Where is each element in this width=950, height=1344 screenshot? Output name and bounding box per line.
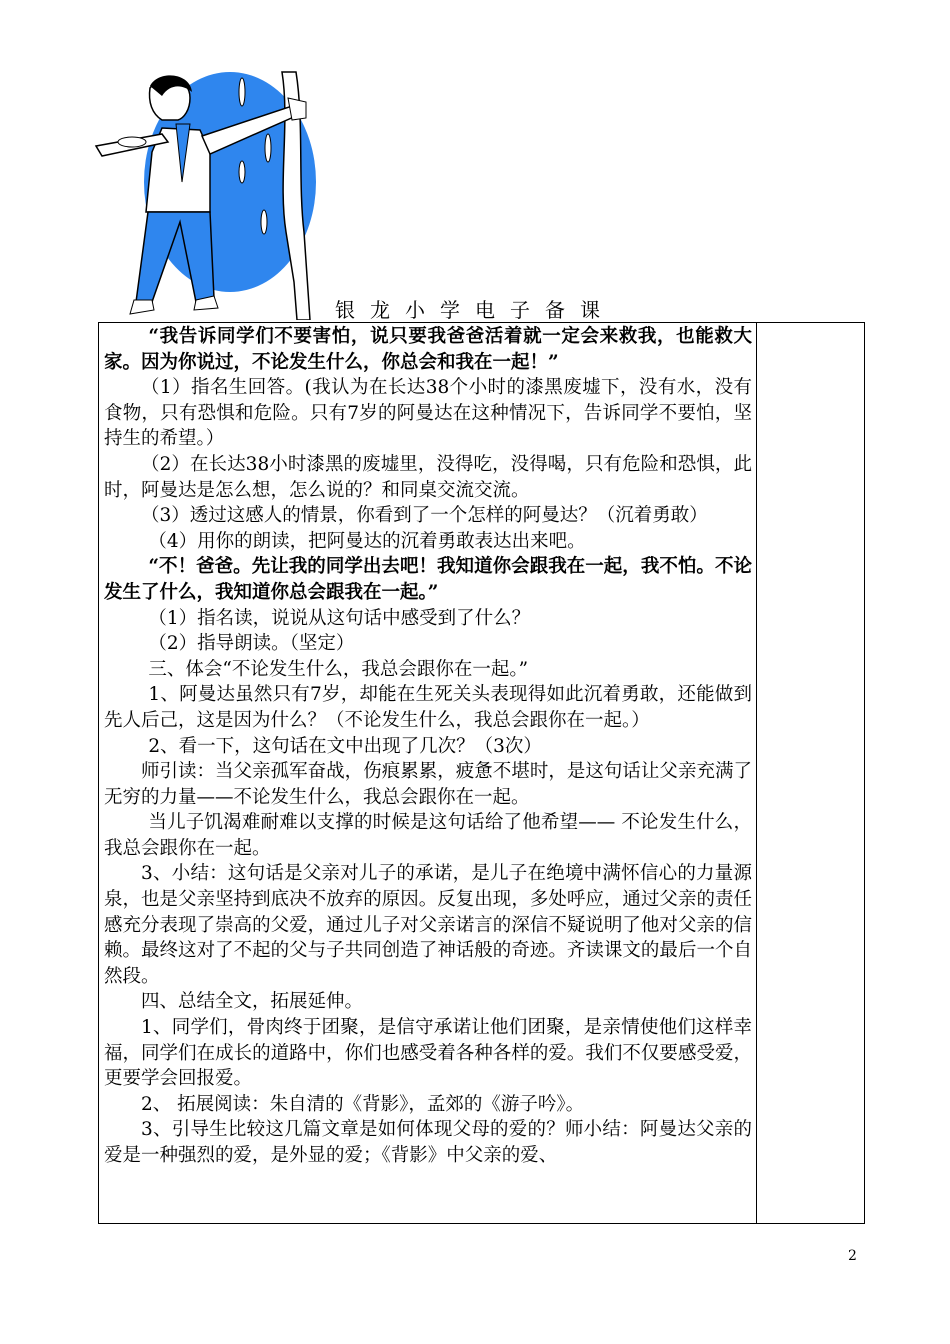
table-column-divider [756,323,757,1223]
lesson-paragraph: 三、体会“不论发生什么，我总会跟你在一起。” [148,658,529,680]
lesson-paragraph: 3、引导生比较这几篇文章是如何体现父母的爱的？师小结：阿曼达父亲的爱是一种强烈的爱，是外显的爱；《背影》中父亲的爱、 [104,1119,752,1166]
lesson-paragraph: （2）指导朗读。（坚定） [148,633,355,655]
lesson-paragraph: （4）用你的朗读，把阿曼达的沉着勇敢表达出来吧。 [148,530,586,552]
lesson-paragraph: 2、 拓展阅读：朱自清的《背影》，孟郊的《游子吟》。 [141,1093,585,1115]
lesson-paragraph: 3、小结：这句话是父亲对儿子的承诺，是儿子在绝境中满怀信心的力量源泉，也是父亲坚持到底决不放弃的原因。反复出现，多处呼应，通过父亲的责任感充分表现了崇高的父爱，通过儿子对父亲诺言的深信不疑说明了他对父亲的信赖。最终这对了不起的父与子共同创造了神话般的奇迹。齐读课文的最后一个自然段。 [104,863,752,987]
header-title: 银龙小学电子备课 [335,298,615,322]
page-number: 2 [848,1248,857,1264]
lesson-paragraph: 师引读：当父亲孤军奋战，伤痕累累，疲惫不堪时，是这句话让父亲充满了无穷的力量——不论发生什么，我总会跟你在一起。 [104,761,752,808]
lesson-paragraph: （1）指名读，说说从这句话中感受到了什么？ [148,607,531,629]
lesson-content [104,324,752,1222]
lesson-paragraph: “不！爸爸。先让我的同学出去吧！我知道你会跟我在一起，我不怕。不论发生了什么，我知道你总会跟我在一起。” [104,556,752,603]
lesson-paragraph: （2）在长达38小时漆黑的废墟里，没得吃，没得喝，只有危险和恐惧，此时，阿曼达是怎么想，怎么说的？和同桌交流交流。 [104,453,752,501]
lesson-paragraph: 当儿子饥渴难耐难以支撑的时候是这句话给了他希望—— 不论发生什么，我总会跟你在一起。 [104,812,752,859]
teacher-clipart [92,62,322,320]
lesson-paragraph: 四、总结全文，拓展延伸。 [141,991,364,1013]
lesson-paragraph: （1）指名生回答。(我认为在长达38个小时的漆黑废墟下，没有水，没有食物，只有恐惧和危险。只有7岁的阿曼达在这种情况下，告诉同学不要怕，坚持生的希望。） [104,377,752,450]
lesson-paragraph: （3）透过这感人的情景，你看到了一个怎样的阿曼达？（沉着勇敢） [141,505,708,527]
lesson-paragraph: 2、看一下，这句话在文中出现了几次？（3次） [148,735,542,757]
lesson-paragraph: “我告诉同学们不要害怕，说只要我爸爸活着就一定会来救我，也能救大家。因为你说过，不论发生什么，你总会和我在一起！” [104,326,752,373]
lesson-paragraph: 1、同学们，骨肉终于团聚，是信守承诺让他们团聚，是亲情使他们这样幸福，同学们在成长的道路中，你们也感受着各种各样的爱。我们不仅要感受爱，更要学会回报爱。 [104,1017,752,1090]
lesson-paragraph: 1、阿曼达虽然只有7岁，却能在生死关头表现得如此沉着勇敢，还能做到先人后己，这是因为什么？（不论发生什么，我总会跟你在一起。） [104,684,752,731]
